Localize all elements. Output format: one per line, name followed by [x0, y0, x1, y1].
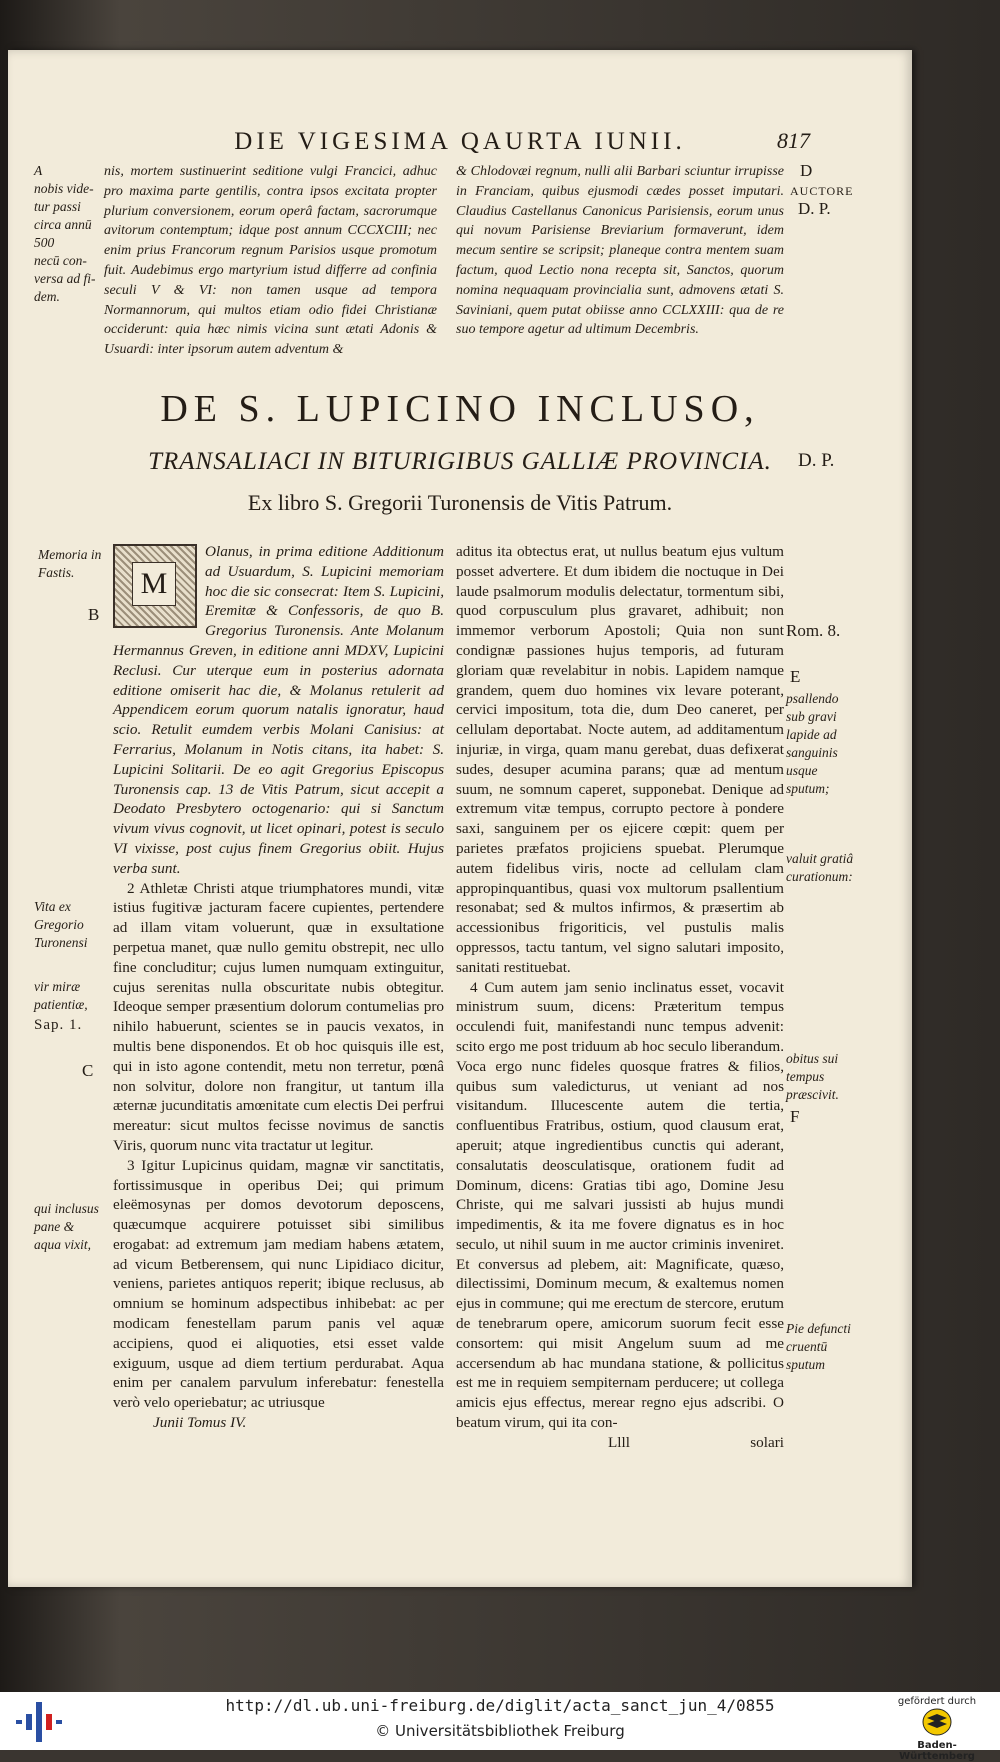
sponsor-name: Baden-Württemberg — [899, 1740, 975, 1762]
source-line: Ex libro S. Gregorii Turonensis de Vitis Patrum. — [247, 490, 673, 515]
margin-pie: Pie defuncti cruentū sputum — [786, 1321, 851, 1372]
margin-sap: Sap. 1. — [34, 1017, 83, 1033]
paragraph-3: 3 Igitur Lupicinus quidam, magnæ vir sanctitatis, fortissimusque in operibus Dei; qui primum eleëmosynas per domos devotorum deposcens, quæcumque acquirere potuisset sibi similibus erogabat: ad extremum jam mediam habens ætatem, ad vicum Betberensem, qui nunc Lipidiaco dicitur, veniens, parietes antiquos reperit; ibique reclusus, ab omnium se hominum adspectibus inhibebat: ac per modicam fenestellam parum panis vel aquæ accipiens, quod ei aliquoties, etsi esset valde exiguum, usque ad diem tertium perdurabat. Aqua enim per canalem parvulum inferebatur: fenestella verò velo operiebatur; ac utriusque — [113, 1156, 444, 1412]
top-right-column — [456, 162, 784, 340]
left-main-column — [113, 542, 444, 1433]
margin-memoria: Memoria in Fastis. — [38, 547, 102, 580]
running-title: DIE VIGESIMA QAURTA IUNII. — [234, 128, 686, 155]
margin-letter-e: E — [790, 667, 801, 686]
sponsor-label: gefördert durch — [897, 1696, 977, 1707]
paragraph-4: 4 Cum autem jam senio inclinatus esset, vocavit ministrum suum, dicens: Præteritum tempus occulendi fuit, manifestandi nunc tempus advenit: scito ergo me post triduum ab hoc seculo liberandum. Voca ergo nunc fideles quosque fratres & filios, quibus sum valedicturus, ut veniant ad nos visitandum. Illucescente autem die tertia, confluentibus Fratribus, ostium, quod clausum erat, aperuit; atque ingredientibus cunctis qui aderant, consalutatis deosculatisque, orationem fudit ad Dominum, dicens: Gratias tibi ago, Domine Jesu Christe, qui me salvari jussisti ab hujus mundi impedimentis, & ita me fovere dignatus es in hoc seculo, ut nihil suum in me auctor criminis inveniret. Et conversus ad plebem, ait: Magnificate, quæso, dilectissimi, Dominum mecum, & exaltemus nomen ejus in commune; qui me erectum de stercore, erutum de tenebrarum opere, amicorum suorum fecit esse consortem: qui misit Angelum suum ad me accersendum ab hac mundana statione, & pollicitus est me in requiem sempiternam perducere; ut collega amicis ejus effectus, merear regno ejus adscribi. O beatum virum, qui ita con- — [456, 978, 784, 1432]
subtitle-dp: D. P. — [798, 450, 835, 471]
margin-letter-f: F — [790, 1107, 800, 1126]
dropcap-letter: M — [132, 562, 176, 606]
paragraph-2: 2 Athletæ Christi atque triumphatores mundi, vitæ istius fugitivæ jacturam facere cupientes, pertendere ad illam vitam voluerunt, quæ in exsultatione perpetua manet, quæ nullo gemitu obstrepit, nec ullo fine concluditur; cujus lumen numquam extinguitur, cujus serenitas nulla obscuritate nubis obtegitur. Ideoque semper præsentium dolorum contumelias pro nihilo habuerunt, scientes se in paucis vexatos, in multis bene disponendos. Et ob hoc quisquis ille est, qui in isto agone contendit, metu non terretur, pœnâ non solvitur, dolore non frangitur, ut tantum illa æternæ jucunditatis amœnitate cum electis Dei perfrui mereatur: sicut multos fecisse novimus de sanctis Viris, quorum nunc vita tractatur ut legitur. — [113, 879, 444, 1154]
document-url-link[interactable]: http://dl.ub.uni-freiburg.de/diglit/acta_sanct_jun_4/0855 — [225, 1696, 775, 1715]
paragraph-right-1: aditus ita obtectus erat, ut nullus beatum ejus vultum posset advertere. Et dum ibidem die noctuque in Dei laude psalmorum modulis delectatur, tormentum sibi, quod corpusculum plus gravaret, adhibuit; non immemor verborum Apostoli; Quia non sunt condignæ passiones hujus temporis, ad futuram gloriam quæ revelabitur in nobis. Lapidem namque grandem, quem duo homines vix levare poterant, cervici impositum, tota die, dum Deo caneret, per cellulam deportabat. Nocte autem, ad additamentum injuriæ, in virga, quam manu gerebat, duas defixerat sudes, desuper acumina parans; quæ ad mentum suum, ne somnum caperet, supponebat. Denique ad extremum vitæ tempus, corrupto pectore à pondere saxi, sanguinem per os ejicere cœpit: quem per parietes præfatos projiciens spuebat. Plerumque autem fidelibus viris, nocte ad cellulam clam appropinquantibus, quasi vox multorum psallentium resonabat; sed & multos infirmos, & præsertim ab accessionibus frigoriticis, vel pustulis malis oppressos, tactu tantum, vel signo salutari imposito, sanitati restituebat. — [456, 543, 784, 976]
volume-footer: Junii Tomus IV. — [153, 1414, 247, 1432]
page-bottom-line — [456, 1433, 784, 1453]
dropcap-initial — [113, 544, 197, 628]
state-crest-icon — [917, 1708, 957, 1736]
viewer-footer — [0, 1692, 1000, 1762]
margin-auctore: AUCTORE — [790, 184, 854, 198]
margin-rom: Rom. 8. — [786, 621, 841, 640]
right-main-column — [456, 542, 784, 1453]
margin-vita: Vita ex Gregorio Turonensi — [34, 899, 88, 950]
margin-vir: vir miræ patientiæ, — [34, 979, 88, 1012]
top-right-text: & Chlodovæi regnum, nulli alii Barbari sciuntur irrupisse in Franciam, quibus ejusmodi cædes posset imputari. Claudius Castellanus Canonicus Parisiensis, eorum unus qui novum Parisiense Breviarium formaverunt, idem mecum sentire se scripsit; planeque contra mentem suam factum, quod Lectio nona recepta sit, Sanctos, quorum nomina nequaquam provincialia sunt, admovens ætati S. Saviniani, quem putat obiisse anno CCLXXIII: qua de re suo tempore agetur ad ultimum Decembris. — [456, 164, 784, 338]
catchword: solari — [750, 1433, 784, 1451]
page-number: 817 — [777, 128, 810, 153]
margin-dp: D. P. — [798, 199, 831, 218]
top-left-margin-note: A nobis vide- tur passi circa annū 500 necū con- versa ad fi- dem. — [34, 163, 96, 304]
book-page — [8, 50, 912, 1587]
sponsor-block — [882, 1696, 992, 1762]
chapter-title: DE S. LUPICINO INCLUSO, — [160, 388, 760, 430]
signature-mark: Llll — [608, 1433, 630, 1451]
top-left-text: nis, mortem sustinuerint seditione vulgi Francici, adhuc pro maxima parte gentilis, contra ipsos excitata propter plurium conversionem, eorum operâ factam, sacrorumque avitorum contemptum; idque post annum CCCXCIII; nec enim prius Francorum regnum Parisios usque promotum fuit. Audebimus ergo martyrium istud differre ad confinia seculi V & VI: non tamen usque ad tempora Normannorum, qui multos etiam odio fidei Christianæ occiderunt: quia hæc nimis vicina sunt ætati Adonis & Usuardi: inter ipsorum autem adventum & — [104, 164, 437, 358]
margin-letter-b: B — [88, 605, 100, 624]
margin-letter-d: D — [800, 161, 813, 180]
margin-letter-c: C — [82, 1061, 94, 1080]
margin-psallendo: psallendo sub gravi lapide ad sanguinis usque sputum; — [786, 691, 839, 796]
chapter-subtitle: TRANSALIACI IN BITURIGIBUS GALLIÆ PROVINCIA. — [148, 448, 772, 475]
top-left-column — [104, 162, 437, 360]
margin-qui: qui inclusus pane & aqua vixit, — [34, 1201, 99, 1252]
margin-valuit: valuit gratiâ curationum: — [786, 851, 854, 884]
margin-obitus: obitus sui tempus præscivit. — [786, 1051, 839, 1102]
copyright-notice: © Universitätsbibliothek Freiburg — [375, 1722, 625, 1740]
paragraph-intro: Olanus, in prima editione Additionum ad Usuardum, S. Lupicini memoriam hoc die sic consecrat: Item S. Lupicini, Eremitæ & Confessoris, de quo B. Gregorius Turonensis. Ante Molanum Hermannus Greven, in editione anni MDXV, Lupicini Reclusi. Cur uterque eum in posterius adornata editione omiserit hac die, & Molanus retulerit ad Appendicem eorum quorum natalis ignoratur, haud scio. Retulit eumdem verbis Molani Canisius: at Ferrarius, Molanum in Notis citans, ita habet: S. Lupicini Solitarii. De eo agit Gregorius Episcopus Turonensis cap. 13 de Vitis Patrum, sicut accepit a Deodato Presbytero octogenario: qui si Sanctum vivum vivus cognovit, ut licet opinari, potest is seculo VI vixisse, post cujus finem Gregorius obiit. Hujus verba sunt. — [113, 543, 444, 877]
